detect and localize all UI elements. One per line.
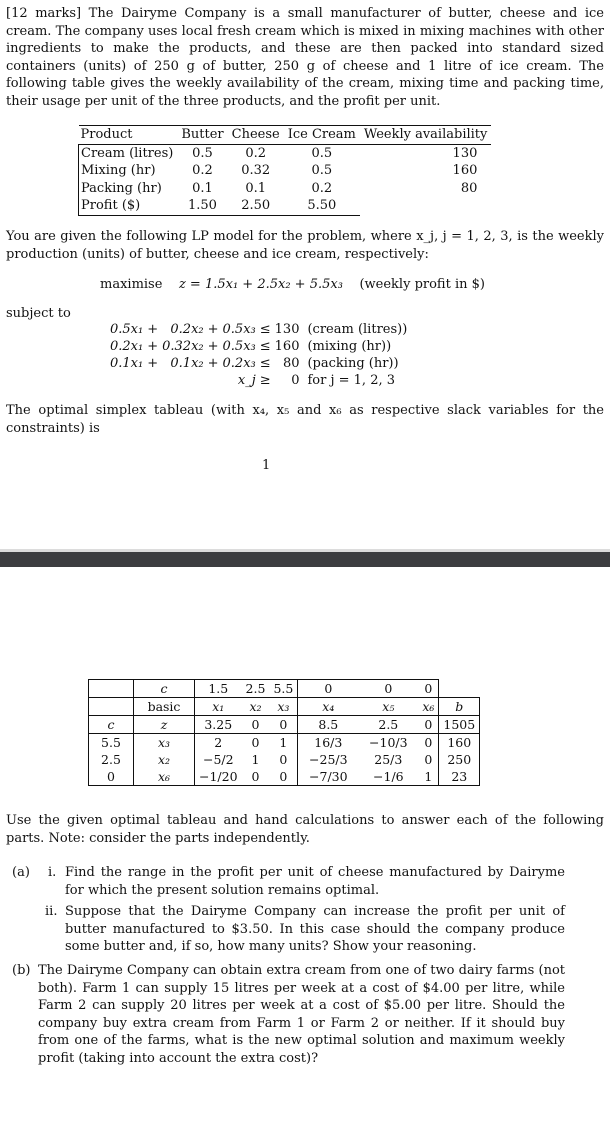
- tableau-row: [89, 768, 480, 786]
- table-row: [79, 197, 492, 215]
- term: 0.32x₂: [162, 339, 204, 354]
- simplex-tableau: [88, 679, 480, 786]
- header-cheese: Cheese: [228, 126, 284, 145]
- tableau-z-row: [89, 716, 480, 734]
- operator: +: [207, 339, 219, 354]
- table-cell: 0: [269, 716, 297, 734]
- part-a-label: (a): [12, 865, 30, 880]
- table-cell: 0: [89, 768, 134, 786]
- subject-to-label: subject to: [6, 306, 71, 321]
- table-cell: 0.5: [311, 163, 333, 178]
- table-cell: 0: [418, 751, 439, 768]
- lp-intro-paragraph: You are given the following LP model for the problem, where x_j, j = 1, 2, 3, is the weekly production (units) of butter, cheese and ice cream, respectively:: [6, 229, 604, 262]
- table-cell: 8.5: [298, 716, 359, 734]
- table-cell: x₅: [358, 698, 418, 716]
- part-b-label: (b): [12, 963, 31, 978]
- table-cell: x₁: [195, 698, 242, 716]
- table-cell: 0.32: [241, 163, 271, 178]
- basic-label: basic: [134, 698, 195, 716]
- table-cell: 80: [460, 180, 478, 196]
- nonnegativity-row: [108, 372, 409, 389]
- basic-var: z: [134, 716, 195, 734]
- objective-label: maximise: [100, 277, 163, 292]
- operator: +: [207, 322, 219, 337]
- constraint-note: (packing (hr)): [307, 356, 399, 371]
- table-cell: 2: [195, 734, 242, 752]
- product-table: [78, 125, 491, 216]
- tableau-row: [89, 751, 480, 768]
- objective-note: (weekly profit in $): [359, 277, 485, 292]
- table-row: [79, 180, 492, 198]
- instructions-paragraph: Use the given optimal tableau and hand calculations to answer each of the following parts. Note: consider the parts independently.: [6, 813, 604, 846]
- tableau-cost-row: [89, 680, 480, 698]
- header-butter: Butter: [177, 126, 227, 145]
- operator: +: [147, 356, 159, 371]
- table-cell: [360, 197, 491, 215]
- table-cell: 1.50: [177, 197, 227, 215]
- header-weekly-availability: Weekly availability: [360, 126, 491, 145]
- table-cell: 23: [439, 768, 480, 786]
- basic-var: x₃: [134, 734, 195, 752]
- table-cell: x₆: [418, 698, 439, 716]
- part-a-i-label: i.: [48, 865, 57, 880]
- table-cell: 25/3: [374, 752, 403, 767]
- table-cell: −25/3: [298, 751, 359, 768]
- objective-function: [100, 276, 485, 293]
- constraint-row: [108, 355, 409, 372]
- table-cell: 2.5: [242, 680, 270, 698]
- tableau-var-row: [89, 698, 480, 716]
- table-cell: 0.2: [311, 180, 333, 196]
- table-cell: 0: [358, 680, 418, 698]
- relation: ≤: [259, 356, 271, 371]
- table-cell: 0.2: [192, 163, 213, 178]
- tableau-intro-paragraph: The optimal simplex tableau (with x₄, x₅ and x₆ as respective slack variables for the constraints) is: [6, 403, 604, 436]
- table-cell: −1/6: [358, 768, 418, 786]
- table-cell: 1: [418, 768, 439, 786]
- table-row: [79, 162, 492, 180]
- part-a-i-text: Find the range in the profit per unit of cheese manufactured by Dairyme for which the present solution remains optimal.: [65, 865, 565, 898]
- table-cell: −5/2: [195, 751, 242, 768]
- nonneg-lhs: x_j: [237, 373, 256, 388]
- operator: +: [147, 339, 159, 354]
- relation: ≤: [259, 322, 271, 337]
- table-cell: 2.50: [228, 197, 284, 215]
- page-number: 1: [262, 458, 271, 473]
- relation: ≥: [259, 373, 271, 388]
- rhs: 0: [291, 373, 300, 388]
- table-cell: [439, 680, 480, 698]
- term: 0.2x₃: [222, 356, 256, 371]
- header-ice-cream: Ice Cream: [284, 126, 360, 145]
- table-cell: 0: [269, 768, 297, 786]
- term: 0.2x₂: [170, 322, 204, 337]
- operator: +: [207, 356, 219, 371]
- table-cell: x₂: [242, 698, 270, 716]
- tableau-row: [89, 734, 480, 752]
- table-cell: 250: [439, 751, 480, 768]
- table-cell: 1: [251, 752, 260, 767]
- table-cell: 160: [452, 163, 478, 178]
- table-cell: 0: [298, 680, 359, 698]
- table-cell: x₃: [269, 698, 297, 716]
- nonneg-note: for j = 1, 2, 3: [307, 373, 395, 388]
- constraints-block: [108, 321, 409, 389]
- table-cell: 2.5: [89, 751, 134, 768]
- table-cell: 16/3: [298, 734, 359, 752]
- term: 0.1x₁: [110, 356, 144, 371]
- objective-expression: z = 1.5x₁ + 2.5x₂ + 5.5x₃: [178, 277, 343, 292]
- table-cell: 0: [242, 734, 270, 752]
- table-cell: [89, 698, 134, 716]
- intro-paragraph: [12 marks] The Dairyme Company is a small manufacturer of butter, cheese and ice cream. The company uses local fresh cream which is mixed in mixing machines with other ingredients to make the products, and these are then packed into standard sized containers (units) of 250 g of butter, 250 g of cheese and 1 litre of ice cream. The following table gives the weekly availability of the cream, mixing time and packing time, their usage per unit of the three products, and the profit per unit.: [6, 6, 604, 109]
- b-label: b: [439, 698, 480, 716]
- table-cell: 0.1: [192, 180, 213, 196]
- table-cell: 0: [242, 768, 270, 786]
- term: 0.5x₁: [110, 322, 144, 337]
- table-cell: 1: [269, 734, 297, 752]
- basic-var: x₂: [134, 751, 195, 768]
- constraint-row: [108, 321, 409, 338]
- table-cell: 5.50: [284, 197, 360, 215]
- basic-var: x₆: [134, 768, 195, 786]
- table-cell: 5.5: [89, 734, 134, 752]
- cost-label: c: [134, 680, 195, 698]
- part-b-text: The Dairyme Company can obtain extra cream from one of two dairy farms (not both). Farm 1 can supply 15 litres per week at a cost of $4.00 per litre, while Farm 2 can supply 20 litres per week at a cost of $5.00 per litre. Should the company buy extra cream from Farm 1 or Farm 2 or neither. If it should buy from one of the farms, what is the new optimal solution and maximum weekly profit (taking into account the extra cost)?: [38, 963, 565, 1066]
- table-cell: 0.5: [192, 145, 213, 161]
- table-cell: 2.5: [358, 716, 418, 734]
- part-a-ii-label: ii.: [45, 904, 58, 919]
- header-product: Product: [79, 126, 178, 145]
- constraint-note: (cream (litres)): [307, 322, 408, 337]
- table-cell: 5.5: [269, 680, 297, 698]
- table-row: [79, 144, 492, 162]
- table-cell: −1/20: [195, 768, 242, 786]
- product-table-header: [79, 126, 492, 145]
- constraint-note: (mixing (hr)): [307, 339, 392, 354]
- constraint-row: [108, 338, 409, 355]
- table-cell: 0: [269, 751, 297, 768]
- table-cell: 0: [242, 716, 270, 734]
- table-cell: 0.1: [245, 180, 266, 196]
- relation: ≤: [259, 339, 271, 354]
- term: 0.2x₁: [110, 339, 144, 354]
- table-cell: 0: [418, 734, 439, 752]
- row-label: Mixing (hr): [79, 162, 178, 180]
- rhs: 160: [274, 339, 300, 354]
- table-cell: 3.25: [195, 716, 242, 734]
- operator: +: [147, 322, 159, 337]
- table-cell: 1505: [439, 716, 480, 734]
- row-label: Packing (hr): [79, 180, 178, 198]
- table-cell: −10/3: [358, 734, 418, 752]
- row-label: Profit ($): [79, 197, 178, 215]
- table-cell: 1.5: [195, 680, 242, 698]
- rhs: 80: [282, 356, 300, 371]
- table-cell: 0: [418, 716, 439, 734]
- table-cell: 130: [452, 145, 478, 161]
- table-cell: −7/30: [298, 768, 359, 786]
- part-a-ii-text: Suppose that the Dairyme Company can increase the profit per unit of butter manufactured to $3.50. In this case should the company produce some butter and, if so, how many units? Show your reasoning.: [65, 904, 565, 954]
- term: 0.1x₂: [170, 356, 204, 371]
- term: 0.5x₃: [222, 322, 256, 337]
- table-cell: 0.5: [311, 145, 333, 161]
- table-cell: 0: [418, 680, 439, 698]
- rhs: 130: [274, 322, 300, 337]
- page-divider: [0, 552, 610, 567]
- term: 0.5x₃: [222, 339, 256, 354]
- row-label: Cream (litres): [79, 144, 178, 162]
- table-cell: [89, 680, 134, 698]
- c-header: c: [89, 716, 134, 734]
- table-cell: 0.2: [245, 145, 266, 161]
- table-cell: x₄: [298, 698, 359, 716]
- table-cell: 160: [439, 734, 480, 752]
